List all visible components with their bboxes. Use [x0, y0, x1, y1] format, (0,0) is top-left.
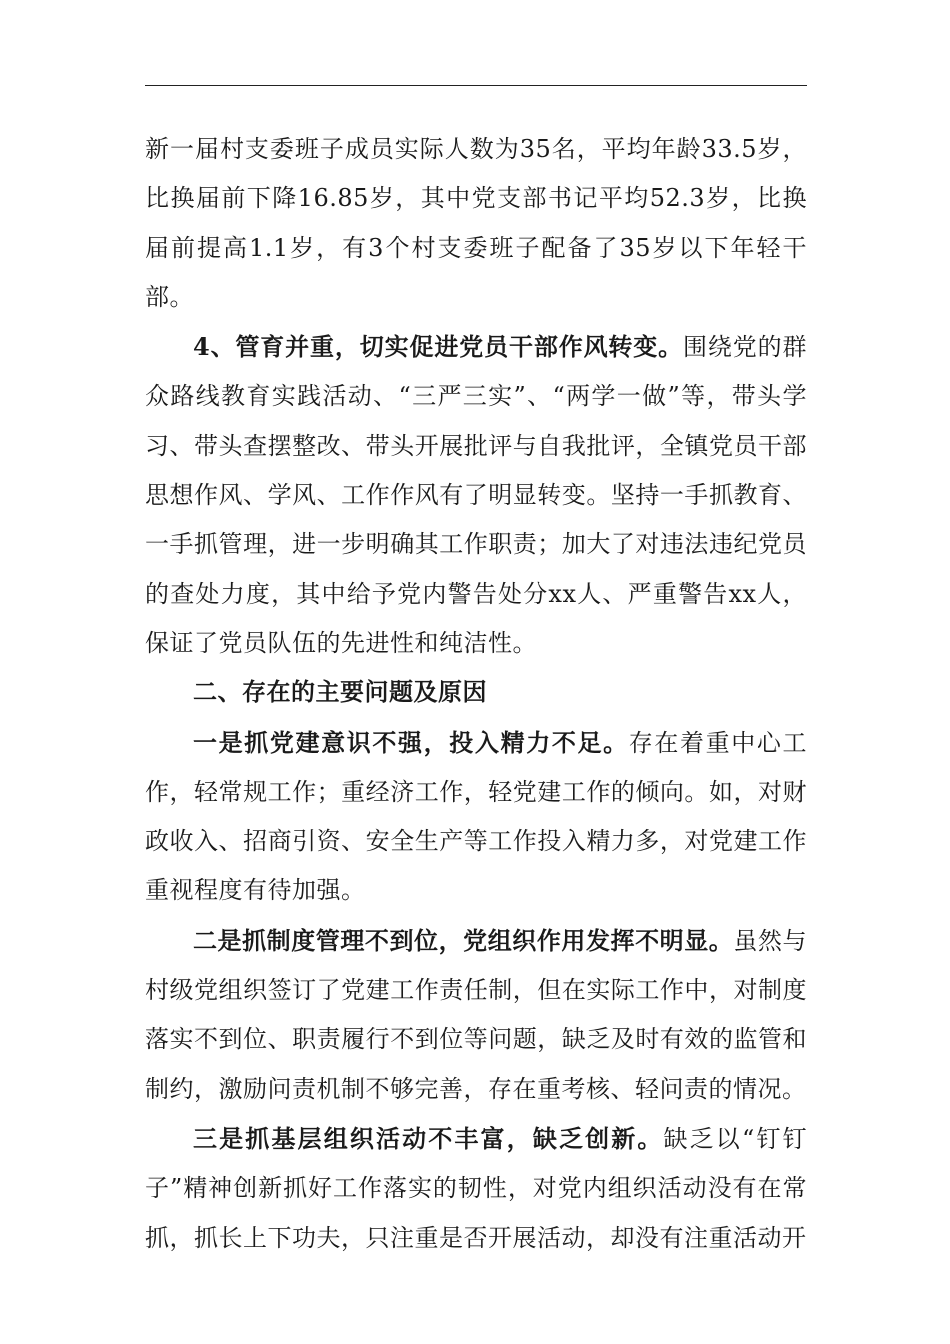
- paragraph-lead: 一是抓党建意识不强，投入精力不足。: [193, 727, 629, 757]
- paragraph-problem-3: [145, 1114, 807, 1263]
- paragraph-lead: 4、管育并重，切实促进党员干部作风转变。: [193, 332, 684, 362]
- paragraph-text: 虽然与村级党组织签订了党建工作责任制，但在实际工作中，对制度落实不到位、职责履行不到位等问题，缺乏及时有效的监管和制约，激励问责机制不够完善，存在重考核、轻问责的情况。: [145, 926, 807, 1103]
- paragraph-style-transformation: [145, 322, 807, 668]
- paragraph-text: 围绕党的群众路线教育实践活动、“三严三实”、“两学一做”等，带头学习、带头查摆整改、带头开展批评与自我批评，全镇党员干部思想作风、学风、工作作风有了明显转变。坚持一手抓教育、一手抓管理，进一步明确其工作职责；加大了对违法违纪党员的查处力度，其中给予党内警告处分xx人、严重警告xx人，保证了党员队伍的先进性和纯洁性。: [145, 333, 807, 657]
- paragraph-text: 存在着重中心工作，轻常规工作；重经济工作，轻党建工作的倾向。如，对财政收入、招商引资、安全生产等工作投入精力多，对党建工作重视程度有待加强。: [145, 728, 808, 905]
- paragraph-problem-1: [145, 718, 807, 916]
- paragraph-problem-2: [145, 916, 807, 1114]
- paragraph-text: 新一届村支委班子成员实际人数为35名，平均年龄33.5岁，比换届前下降16.85岁，其中党支部书记平均52.3岁，比换届前提高1.1岁，有3个村支委班子配备了35岁以下年轻干部。: [145, 135, 807, 311]
- paragraph-lead: 二是抓制度管理不到位，党组织作用发挥不明显。: [193, 925, 734, 955]
- paragraph-text: 缺乏以“钉钉子”精神创新抓好工作落实的韧性，对党内组织活动没有在常抓，抓长上下功夫，只注重是否开展活动，却没有注重活动开: [145, 1124, 808, 1252]
- header-rule: [145, 85, 807, 86]
- section-heading: 二、存在的主要问题及原因: [193, 678, 487, 707]
- paragraph-lead: 三是抓基层组织活动不丰富，缺乏创新。: [193, 1123, 664, 1153]
- paragraph-continuation: [145, 125, 807, 322]
- document-body: [145, 125, 807, 1263]
